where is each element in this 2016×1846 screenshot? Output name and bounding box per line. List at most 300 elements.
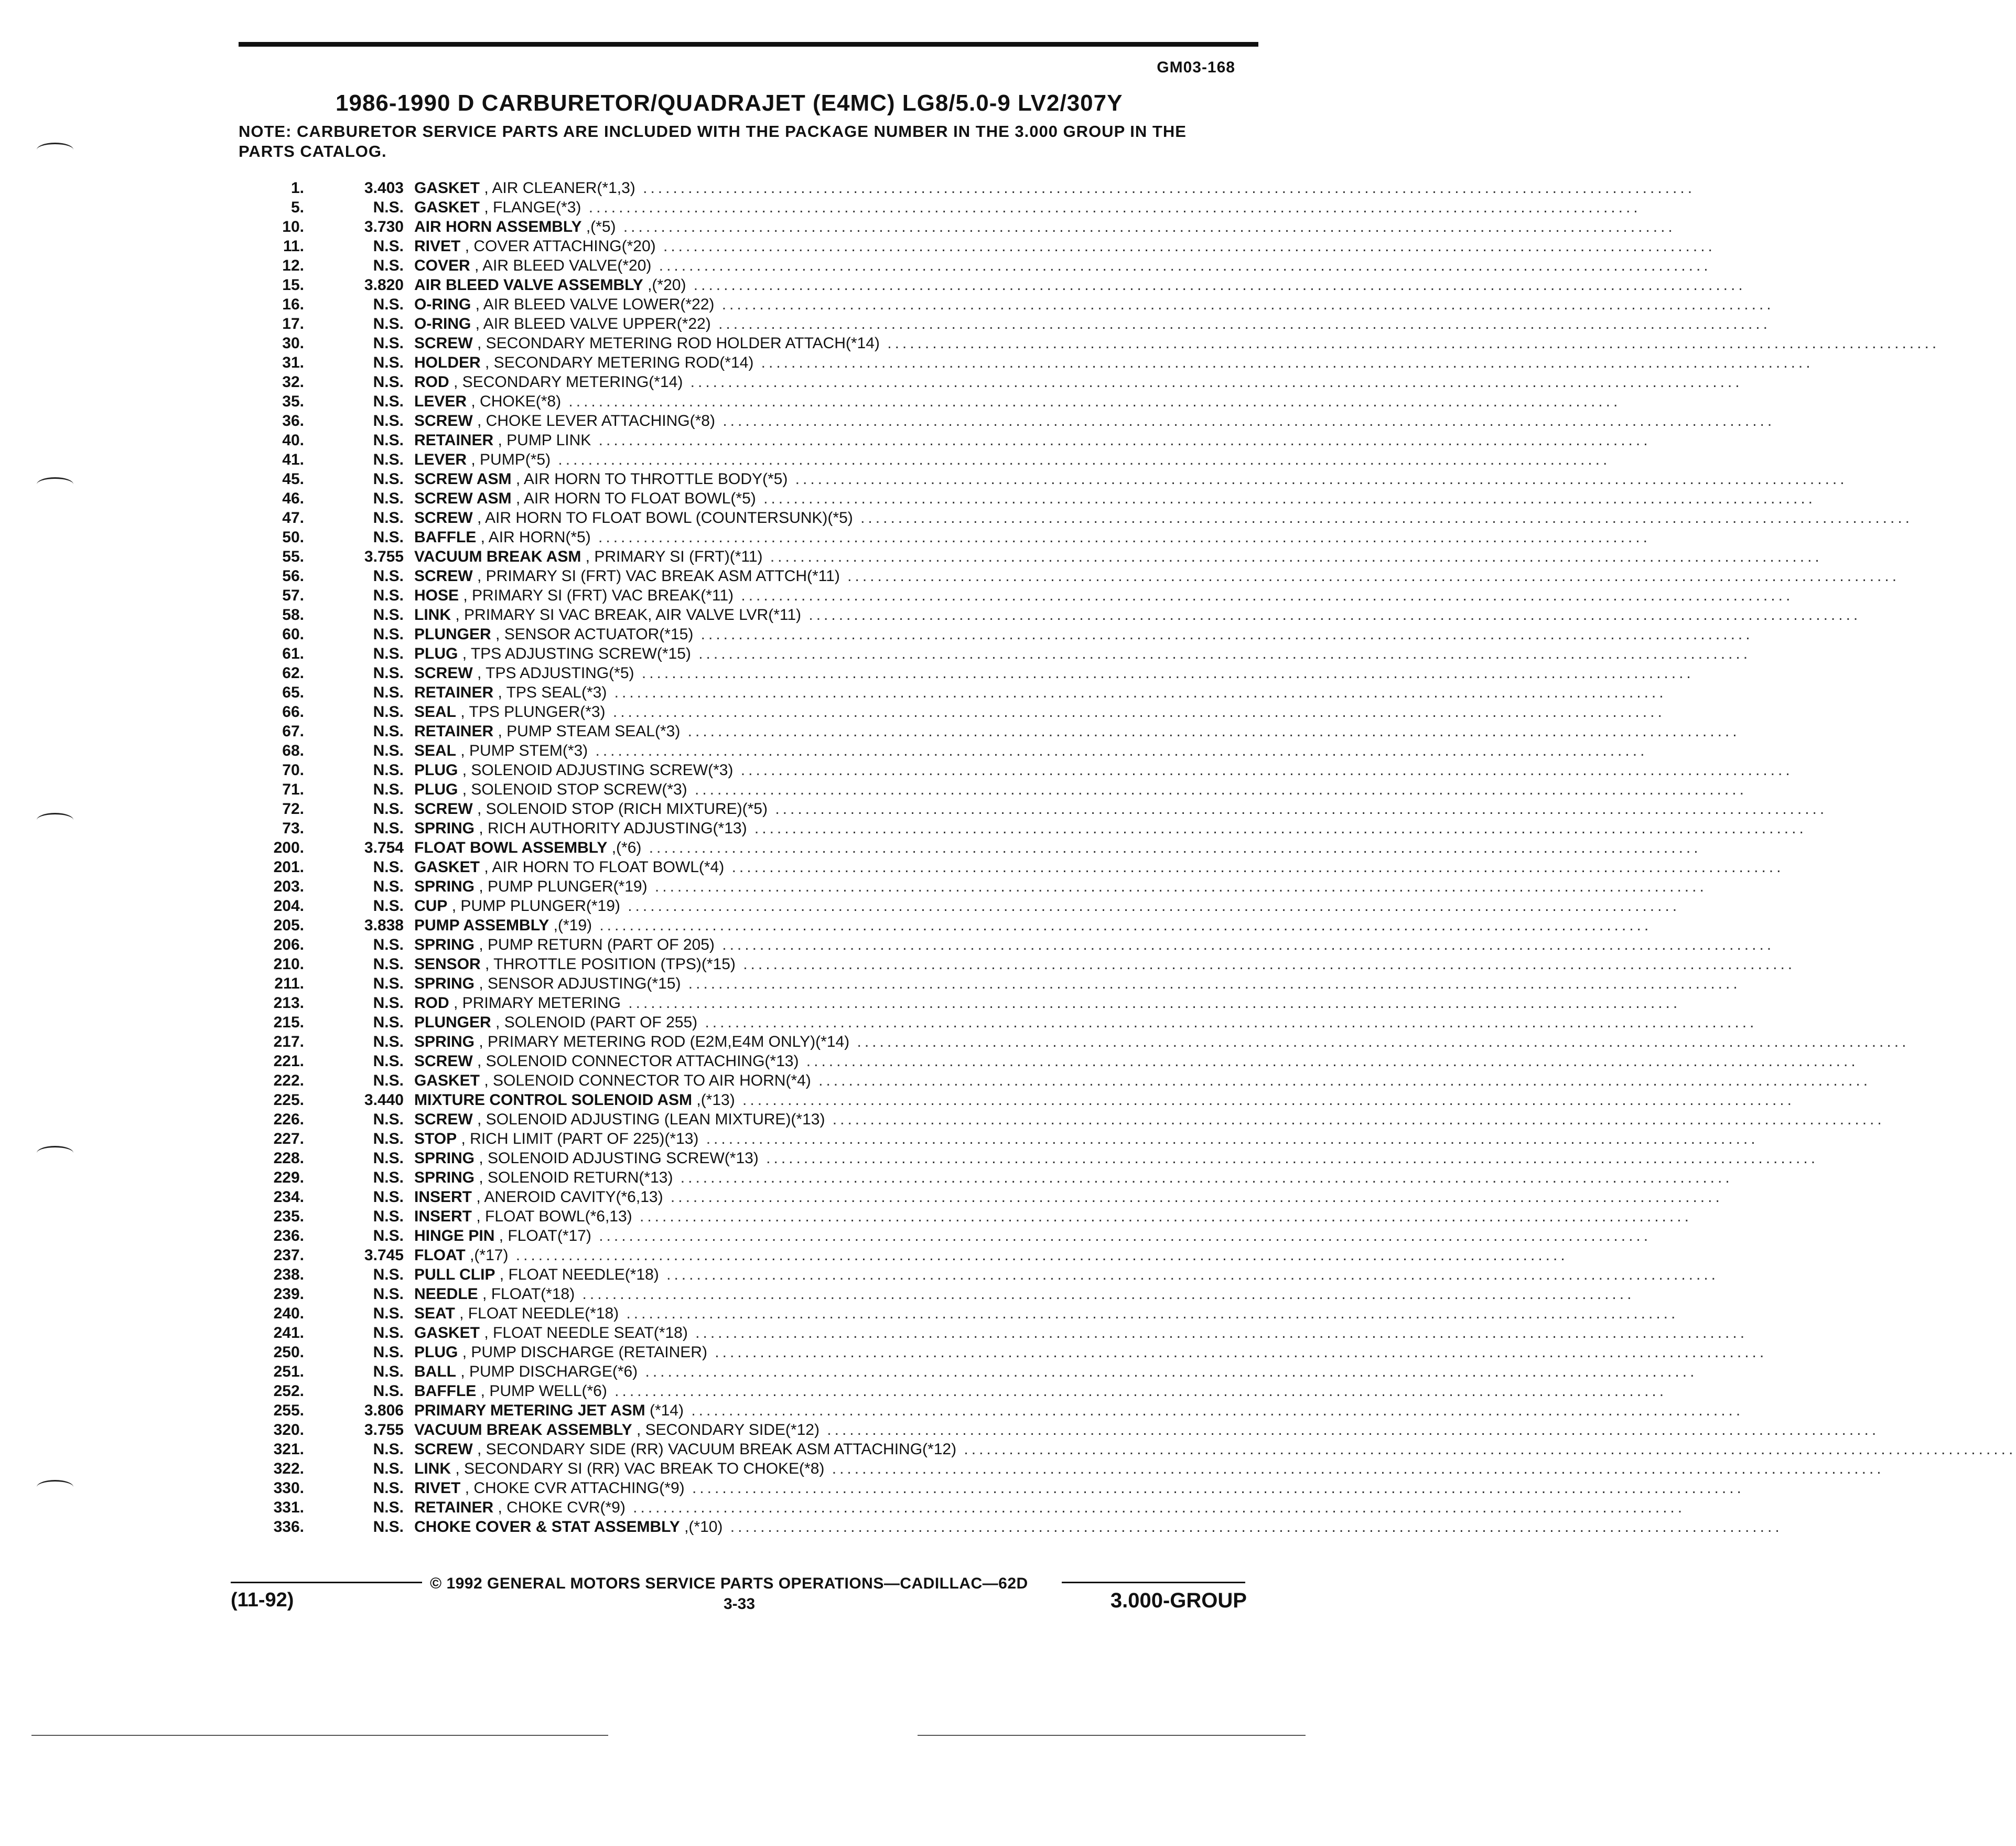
part-row — [0, 993, 1681, 1013]
part-detail: , PRIMARY SI (FRT)(*11) — [585, 548, 763, 565]
part-row — [0, 1343, 1767, 1362]
part-index: 30. — [282, 335, 304, 352]
part-detail: , RICH AUTHORITY ADJUSTING(*13) — [479, 820, 747, 837]
part-group-number: N.S. — [373, 373, 404, 391]
top-rule — [239, 42, 1258, 47]
part-description — [414, 1071, 1871, 1090]
part-detail: , PRIMARY METERING ROD (E2M,E4M ONLY)(*14) — [479, 1033, 850, 1050]
part-row — [0, 799, 1828, 819]
part-group-number: N.S. — [373, 529, 404, 546]
part-group-number: N.S. — [373, 994, 404, 1012]
part-group-number: N.S. — [373, 684, 404, 701]
part-row — [0, 1207, 1692, 1226]
part-name: CHOKE COVER & STAT ASSEMBLY — [414, 1518, 680, 1536]
part-description — [414, 1090, 1795, 1110]
part-group-number: N.S. — [373, 1324, 404, 1341]
dot-leader: ............................................................................................................................................ — [734, 587, 1794, 604]
dot-leader: ............................................................................................................................................ — [686, 276, 1746, 294]
dot-leader: ............................................................................................................................................ — [724, 858, 1784, 876]
part-row — [0, 1381, 1667, 1401]
part-group-number: 3.838 — [364, 917, 404, 934]
part-group-number: N.S. — [373, 354, 404, 371]
dot-leader: ............................................................................................................................................ — [551, 451, 1611, 468]
part-row — [0, 1149, 1819, 1168]
part-group-number: N.S. — [373, 1053, 404, 1070]
part-detail: , AIR HORN TO FLOAT BOWL(*5) — [515, 490, 756, 507]
part-row — [0, 1362, 1698, 1381]
part-index: 237. — [273, 1247, 304, 1264]
part-description — [414, 1420, 1880, 1440]
part-group-number: 3.820 — [364, 276, 404, 294]
part-detail: ,(*20) — [648, 276, 686, 294]
part-detail: , AIR BLEED VALVE UPPER(*22) — [475, 315, 711, 332]
part-name: COVER — [414, 257, 470, 274]
dot-leader: ............................................................................................................................................ — [588, 742, 1648, 759]
part-index: 250. — [273, 1344, 304, 1361]
part-detail: , SOLENOID CONNECTOR TO AIR HORN(*4) — [484, 1072, 811, 1089]
part-row — [0, 489, 1816, 508]
part-name: PRIMARY METERING JET ASM — [414, 1402, 645, 1419]
part-group-number: N.S. — [373, 451, 404, 468]
part-description — [414, 625, 1753, 644]
part-row — [0, 566, 1900, 586]
part-name: O-RING — [414, 296, 471, 313]
part-index: 211. — [274, 975, 304, 992]
part-index: 68. — [282, 742, 304, 759]
part-description — [414, 508, 1913, 528]
dot-leader: ............................................................................................................................................ — [680, 723, 1740, 740]
part-detail: ,(*13) — [696, 1091, 735, 1109]
part-description — [414, 392, 1621, 411]
part-detail: , FLANGE(*3) — [484, 199, 581, 216]
part-index: 41. — [282, 451, 304, 468]
part-description — [414, 722, 1740, 741]
dot-leader: ............................................................................................................................................ — [616, 218, 1676, 235]
part-index: 320. — [273, 1421, 304, 1439]
part-index: 73. — [282, 820, 304, 837]
part-index: 70. — [282, 761, 304, 779]
part-row — [0, 760, 1793, 780]
part-detail: , AIR HORN(*5) — [480, 529, 591, 546]
part-index: 35. — [282, 393, 304, 410]
part-index: 61. — [282, 645, 304, 662]
part-row — [0, 431, 1651, 450]
part-index: 50. — [282, 529, 304, 546]
part-detail: , PUMP LINK — [498, 432, 591, 449]
part-name: LINK — [414, 1460, 451, 1477]
dot-leader: ............................................................................................................................................ — [687, 781, 1747, 798]
part-description — [414, 353, 1814, 372]
part-row — [0, 916, 1652, 935]
part-row — [0, 1284, 1635, 1304]
part-detail: ,(*6) — [611, 839, 642, 856]
part-group-number: N.S. — [373, 606, 404, 624]
part-name: SCREW — [414, 800, 473, 818]
footer-rule-left — [231, 1582, 422, 1583]
part-index: 252. — [273, 1382, 304, 1400]
part-index: 234. — [273, 1188, 304, 1206]
part-index: 321. — [273, 1441, 304, 1458]
part-index: 56. — [282, 567, 304, 585]
part-name: SCREW — [414, 412, 473, 430]
part-detail: , PRIMARY METERING — [454, 994, 621, 1012]
part-row — [0, 605, 1861, 625]
part-group-number: N.S. — [373, 1188, 404, 1206]
part-detail: , AIR HORN TO FLOAT BOWL (COUNTERSUNK)(*5) — [477, 509, 853, 527]
part-description — [414, 178, 1696, 198]
part-name: O-RING — [414, 315, 471, 332]
part-group-number: N.S. — [373, 1479, 404, 1497]
part-row — [0, 1517, 1783, 1537]
part-group-number: N.S. — [373, 936, 404, 953]
dot-leader: ............................................................................................................................................ — [956, 1441, 2016, 1458]
dot-leader: ............................................................................................................................................ — [714, 936, 1775, 953]
part-detail: , SOLENOID (PART OF 255) — [495, 1014, 698, 1031]
part-description — [414, 1207, 1692, 1226]
dot-leader: ............................................................................................................................................ — [635, 179, 1696, 197]
part-name: SPRING — [414, 975, 475, 992]
part-description — [414, 489, 1816, 508]
part-index: 204. — [273, 897, 304, 915]
dot-leader: ............................................................................................................................................ — [651, 257, 1711, 274]
part-group-number: N.S. — [373, 296, 404, 313]
part-description — [414, 896, 1680, 916]
part-row — [0, 819, 1807, 838]
part-description — [414, 411, 1775, 431]
part-row — [0, 644, 1751, 663]
part-group-number: N.S. — [373, 470, 404, 488]
part-detail: ,(*5) — [586, 218, 616, 235]
part-detail: , SOLENOID ADJUSTING SCREW(*13) — [479, 1150, 759, 1167]
part-name: SPRING — [414, 936, 475, 953]
part-row — [0, 372, 1743, 392]
scan-edge-line — [31, 1735, 608, 1736]
part-group-number: N.S. — [373, 1460, 404, 1477]
footer-rule-right — [1062, 1582, 1245, 1583]
part-description — [414, 799, 1828, 819]
part-index: 225. — [273, 1091, 304, 1109]
part-row — [0, 547, 1823, 566]
catalog-group: 3.000-GROUP — [1110, 1589, 1247, 1612]
part-row — [0, 1129, 1759, 1149]
page-title: 1986-1990 D CARBURETOR/QUADRAJET (E4MC) LG8/5.0-9 LV2/307Y — [336, 90, 1123, 116]
part-detail: , PUMP WELL(*6) — [480, 1382, 607, 1400]
part-name: SCREW — [414, 335, 473, 352]
part-name: SCREW — [414, 509, 473, 527]
part-description — [414, 954, 1796, 974]
dot-leader: ............................................................................................................................................ — [632, 1208, 1692, 1225]
part-name: AIR HORN ASSEMBLY — [414, 218, 582, 235]
part-detail: , SOLENOID CONNECTOR ATTACHING(*13) — [477, 1053, 799, 1070]
part-group-number: N.S. — [373, 956, 404, 973]
part-detail: , AIR HORN TO THROTTLE BODY(*5) — [515, 470, 788, 488]
dot-leader: ............................................................................................................................................ — [697, 1014, 1758, 1031]
part-group-number: N.S. — [373, 315, 404, 332]
part-group-number: N.S. — [373, 1208, 404, 1225]
part-description — [414, 314, 1771, 334]
part-description — [414, 586, 1794, 605]
part-description — [414, 605, 1861, 625]
page-number: 3-33 — [724, 1595, 756, 1613]
part-index: 11. — [283, 238, 304, 255]
dot-leader: ............................................................................................................................................ — [811, 1072, 1871, 1089]
part-group-number: N.S. — [373, 335, 404, 352]
part-index: 228. — [273, 1150, 304, 1167]
dot-leader: ............................................................................................................................................ — [849, 1033, 1910, 1050]
part-group-number: N.S. — [373, 1441, 404, 1458]
dot-leader: ............................................................................................................................................ — [591, 432, 1651, 449]
part-description — [414, 819, 1807, 838]
doc-code: GM03-168 — [1157, 59, 1235, 76]
part-row — [0, 256, 1711, 275]
part-description — [414, 1343, 1767, 1362]
binder-hole-mark — [37, 143, 73, 157]
part-group-number: N.S. — [373, 238, 404, 255]
dot-leader: ............................................................................................................................................ — [879, 335, 1940, 352]
part-index: 203. — [273, 878, 304, 895]
part-detail: , SOLENOID RETURN(*13) — [479, 1169, 673, 1186]
dot-leader: ............................................................................................................................................ — [673, 1169, 1733, 1186]
part-index: 238. — [273, 1266, 304, 1283]
part-row — [0, 198, 1641, 217]
part-row — [0, 528, 1651, 547]
part-description — [414, 1459, 1884, 1478]
part-description — [414, 528, 1651, 547]
dot-leader: ............................................................................................................................................ — [605, 703, 1665, 721]
part-index: 57. — [282, 587, 304, 604]
part-name: SCREW ASM — [414, 490, 512, 507]
part-group-number: N.S. — [373, 509, 404, 527]
part-group-number: N.S. — [373, 645, 404, 662]
part-group-number: N.S. — [373, 800, 404, 818]
part-index: 40. — [282, 432, 304, 449]
dot-leader: ............................................................................................................................................ — [762, 548, 1823, 565]
part-description — [414, 1110, 1885, 1129]
part-index: 72. — [282, 800, 304, 818]
part-index: 236. — [273, 1227, 304, 1244]
part-row — [0, 1304, 1679, 1323]
part-group-number: 3.440 — [364, 1091, 404, 1109]
dot-leader: ............................................................................................................................................ — [825, 1111, 1885, 1128]
part-index: 65. — [282, 684, 304, 701]
part-description — [414, 469, 1848, 489]
part-row — [0, 741, 1648, 760]
part-detail: ,(*10) — [684, 1518, 723, 1536]
part-name: PLUG — [414, 761, 458, 779]
part-detail: , CHOKE LEVER ATTACHING(*8) — [477, 412, 715, 430]
part-name: SCREW — [414, 1441, 473, 1458]
part-index: 12. — [282, 257, 304, 274]
part-row — [0, 334, 1940, 353]
part-group-number: N.S. — [373, 1382, 404, 1400]
part-row — [0, 896, 1680, 916]
part-detail: , AIR CLEANER(*1,3) — [484, 179, 635, 197]
part-name: RIVET — [414, 238, 461, 255]
part-row — [0, 1265, 1719, 1284]
dot-leader: ............................................................................................................................................ — [747, 820, 1807, 837]
part-description — [414, 741, 1648, 760]
part-row — [0, 954, 1796, 974]
dot-leader: ............................................................................................................................................ — [607, 1382, 1667, 1400]
part-index: 36. — [282, 412, 304, 430]
part-index: 336. — [273, 1518, 304, 1536]
part-name: SENSOR — [414, 956, 481, 973]
part-detail: , SECONDARY METERING ROD HOLDER ATTACH(*14) — [477, 335, 880, 352]
dot-leader: ............................................................................................................................................ — [625, 1499, 1686, 1516]
dot-leader: ............................................................................................................................................ — [591, 1227, 1652, 1244]
dot-leader: ............................................................................................................................................ — [641, 839, 1701, 856]
part-index: 213. — [273, 994, 304, 1012]
part-detail: , TPS SEAL(*3) — [498, 684, 607, 701]
part-description — [414, 372, 1743, 392]
part-detail: , PRIMARY SI (FRT) VAC BREAK(*11) — [463, 587, 734, 604]
part-name: GASKET — [414, 1324, 480, 1341]
part-description — [414, 683, 1667, 702]
part-group-number: N.S. — [373, 1150, 404, 1167]
part-group-number: N.S. — [373, 1344, 404, 1361]
part-detail: , COVER ATTACHING(*20) — [465, 238, 656, 255]
part-name: VACUUM BREAK ASM — [414, 548, 581, 565]
dot-leader: ............................................................................................................................................ — [684, 1479, 1744, 1497]
part-detail: , PUMP STEAM SEAL(*3) — [498, 723, 681, 740]
part-name: SCREW — [414, 1111, 473, 1128]
part-description — [414, 334, 1940, 353]
part-detail: , ANEROID CAVITY(*6,13) — [476, 1188, 663, 1206]
part-name: SPRING — [414, 1033, 475, 1050]
part-index: 239. — [273, 1285, 304, 1303]
part-group-number: N.S. — [373, 1111, 404, 1128]
dot-leader: ............................................................................................................................................ — [824, 1460, 1884, 1477]
part-index: 60. — [282, 626, 304, 643]
part-row — [0, 411, 1775, 431]
part-row — [0, 1168, 1733, 1187]
part-group-number: N.S. — [373, 432, 404, 449]
part-row — [0, 275, 1746, 295]
part-detail: , SECONDARY METERING ROD(*14) — [485, 354, 754, 371]
scan-edge-line — [918, 1735, 1306, 1736]
part-name: ROD — [414, 994, 449, 1012]
part-description — [414, 1129, 1759, 1149]
part-description — [414, 431, 1651, 450]
part-row — [0, 1478, 1744, 1498]
part-description — [414, 1051, 1859, 1071]
part-detail: , TPS ADJUSTING(*5) — [477, 664, 634, 682]
part-row — [0, 1498, 1686, 1517]
part-index: 31. — [282, 354, 304, 371]
dot-leader: ............................................................................................................................................ — [756, 490, 1816, 507]
part-description — [414, 702, 1665, 722]
dot-leader: ............................................................................................................................................ — [683, 1402, 1744, 1419]
part-detail: , PRIMARY SI (FRT) VAC BREAK ASM ATTCH(*11) — [477, 567, 840, 585]
part-index: 17. — [282, 315, 304, 332]
part-detail: , FLOAT BOWL(*6,13) — [476, 1208, 632, 1225]
part-group-number: N.S. — [373, 412, 404, 430]
part-index: 322. — [273, 1460, 304, 1477]
dot-leader: ............................................................................................................................................ — [799, 1053, 1859, 1070]
part-index: 46. — [282, 490, 304, 507]
copyright-text: © 1992 GENERAL MOTORS SERVICE PARTS OPERATIONS—CADILLAC—62D — [430, 1575, 1028, 1592]
part-index: 255. — [273, 1402, 304, 1419]
part-group-number: N.S. — [373, 257, 404, 274]
part-name: INSERT — [414, 1188, 472, 1206]
part-group-number: N.S. — [373, 1014, 404, 1031]
part-row — [0, 1187, 1723, 1207]
part-description — [414, 1032, 1910, 1051]
part-description — [414, 760, 1793, 780]
part-description — [414, 1187, 1723, 1207]
part-index: 241. — [273, 1324, 304, 1341]
part-description — [414, 256, 1711, 275]
part-index: 240. — [273, 1305, 304, 1322]
dot-leader: ............................................................................................................................................ — [683, 373, 1743, 391]
dot-leader: ............................................................................................................................................ — [619, 1305, 1679, 1322]
part-group-number: N.S. — [373, 1305, 404, 1322]
part-index: 221. — [273, 1053, 304, 1070]
part-index: 331. — [273, 1499, 304, 1516]
part-description — [414, 566, 1900, 586]
part-detail: , CHOKE CVR(*9) — [498, 1499, 626, 1516]
part-detail: , SENSOR ACTUATOR(*15) — [495, 626, 694, 643]
part-group-number: N.S. — [373, 897, 404, 915]
part-group-number: N.S. — [373, 1033, 404, 1050]
part-name: PLUG — [414, 645, 458, 662]
part-group-number: N.S. — [373, 393, 404, 410]
part-name: HINGE PIN — [414, 1227, 495, 1244]
part-row — [0, 1440, 2016, 1459]
part-detail: , FLOAT NEEDLE(*18) — [499, 1266, 659, 1283]
part-group-number: N.S. — [373, 199, 404, 216]
part-name: SPRING — [414, 1169, 475, 1186]
part-group-number: N.S. — [373, 1072, 404, 1089]
part-index: 55. — [282, 548, 304, 565]
dot-leader: ............................................................................................................................................ — [735, 956, 1796, 973]
part-detail: , AIR BLEED VALVE LOWER(*22) — [475, 296, 715, 313]
part-name: SPRING — [414, 1150, 475, 1167]
part-name: SEAL — [414, 703, 457, 721]
dot-leader: ............................................................................................................................................ — [853, 509, 1913, 527]
part-group-number: N.S. — [373, 1518, 404, 1536]
part-index: 205. — [273, 917, 304, 934]
part-description — [414, 838, 1701, 857]
part-group-number: N.S. — [373, 1227, 404, 1244]
dot-leader: ............................................................................................................................................ — [508, 1247, 1568, 1264]
part-detail: , RICH LIMIT (PART OF 225)(*13) — [461, 1130, 699, 1147]
part-group-number: 3.755 — [364, 548, 404, 565]
part-row — [0, 780, 1747, 799]
part-index: 217. — [273, 1033, 304, 1050]
part-name: VACUUM BREAK ASSEMBLY — [414, 1421, 632, 1439]
part-detail: (*14) — [649, 1402, 684, 1419]
part-row — [0, 877, 1707, 896]
dot-leader: ............................................................................................................................................ — [723, 1518, 1783, 1536]
part-description — [414, 644, 1751, 663]
part-index: 71. — [282, 781, 304, 798]
part-name: RETAINER — [414, 432, 494, 449]
part-description — [414, 237, 1716, 256]
dot-leader: ............................................................................................................................................ — [733, 761, 1793, 779]
dot-leader: ............................................................................................................................................ — [647, 878, 1707, 895]
part-index: 10. — [282, 218, 304, 235]
part-row — [0, 1401, 1744, 1420]
part-description — [414, 663, 1694, 683]
dot-leader: ............................................................................................................................................ — [691, 645, 1751, 662]
part-row — [0, 974, 1741, 993]
part-detail: , PUMP PLUNGER(*19) — [479, 878, 648, 895]
part-description — [414, 1304, 1679, 1323]
part-row — [0, 722, 1740, 741]
part-row — [0, 314, 1771, 334]
part-row — [0, 1051, 1859, 1071]
